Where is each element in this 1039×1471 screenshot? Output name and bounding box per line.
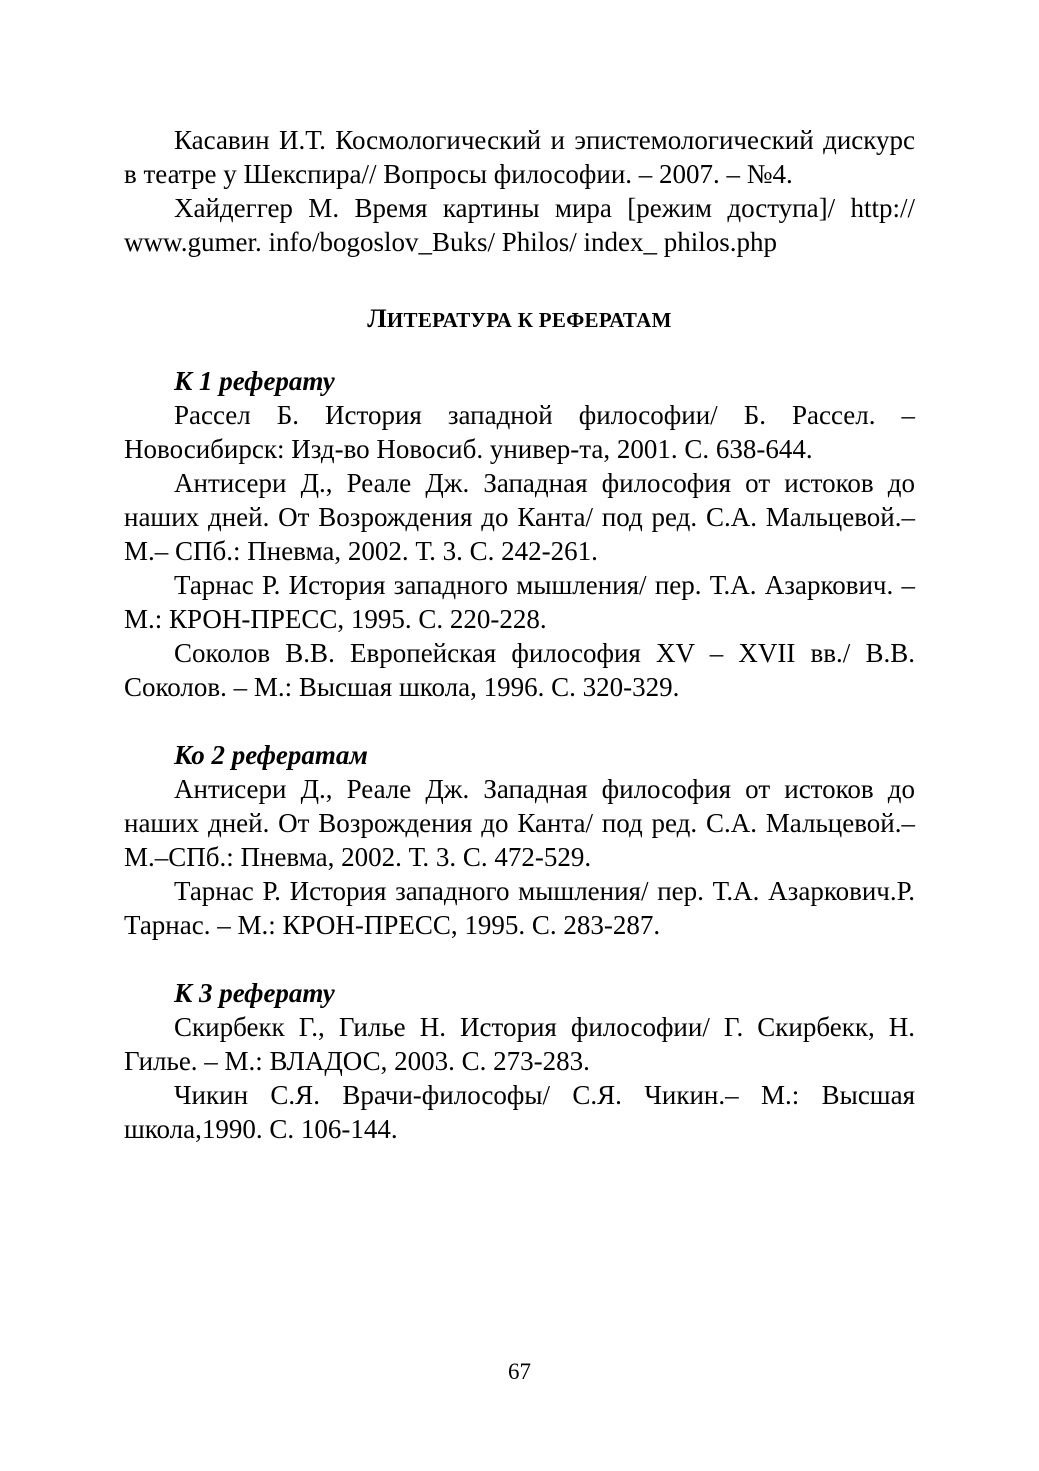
- bibliography-entry: Касавин И.Т. Космологический и эпистемологический дискурс в театре у Шекспира// Вопросы философии. – 2007. – №4.: [124, 125, 915, 189]
- bibliography-entry: Скирбекк Г., Гилье Н. История философии/ Г. Скирбекк, Н. Гилье. – М.: ВЛАДОС, 2003. С. 273-283.: [124, 1012, 915, 1076]
- bibliography-entry: Тарнас Р. История западного мышления/ пер. Т.А. Азаркович. – М.: КРОН-ПРЕСС, 1995. С. 220-228.: [124, 570, 915, 634]
- group-heading-3: К 3 реферату: [174, 978, 335, 1008]
- section-title-initial: Л: [367, 304, 387, 333]
- bibliography-entry: Чикин С.Я. Врачи-философы/ С.Я. Чикин.– М.: Высшая школа,1990. С. 106-144.: [124, 1080, 915, 1144]
- page-number: 67: [508, 1359, 531, 1384]
- bibliography-entry: Рассел Б. История западной философии/ Б. Рассел. – Новосибирск: Изд-во Новосиб. универ-та, 2001. С. 638-644.: [124, 400, 915, 464]
- group-heading-2: Ко 2 рефератам: [174, 740, 368, 770]
- bibliography-entry: Антисери Д., Реале Дж. Западная философия от истоков до наших дней. От Возрождения до Канта/ под ред. С.А. Мальцевой.– М.–СПб.: Пневма, 2002. Т. 3. С. 472-529.: [124, 774, 915, 872]
- section-title: [124, 302, 915, 337]
- section-title-rest: ИТЕРАТУРА К РЕФЕРАТАМ: [386, 308, 672, 332]
- group-heading-1: К 1 реферату: [174, 366, 335, 396]
- bibliography-entry: Тарнас Р. История западного мышления/ пер. Т.А. Азаркович.Р. Тарнас. – М.: КРОН-ПРЕСС, 1995. С. 283-287.: [124, 876, 915, 940]
- bibliography-entry: Антисери Д., Реале Дж. Западная философия от истоков до наших дней. От Возрождения до Канта/ под ред. С.А. Мальцевой.– М.– СПб.: Пневма, 2002. Т. 3. С. 242-261.: [124, 468, 915, 566]
- text-column: [124, 123, 915, 1146]
- bibliography-entry: Хайдеггер М. Время картины мира [режим доступа]/ http:// www.gumer. info/bogoslov_Buks/ Philos/ index_ philos.php: [124, 193, 915, 257]
- bibliography-entry: Соколов В.В. Европейская философия XV – XVII вв./ В.В. Соколов. – М.: Высшая школа, 1996. С. 320-329.: [124, 638, 915, 702]
